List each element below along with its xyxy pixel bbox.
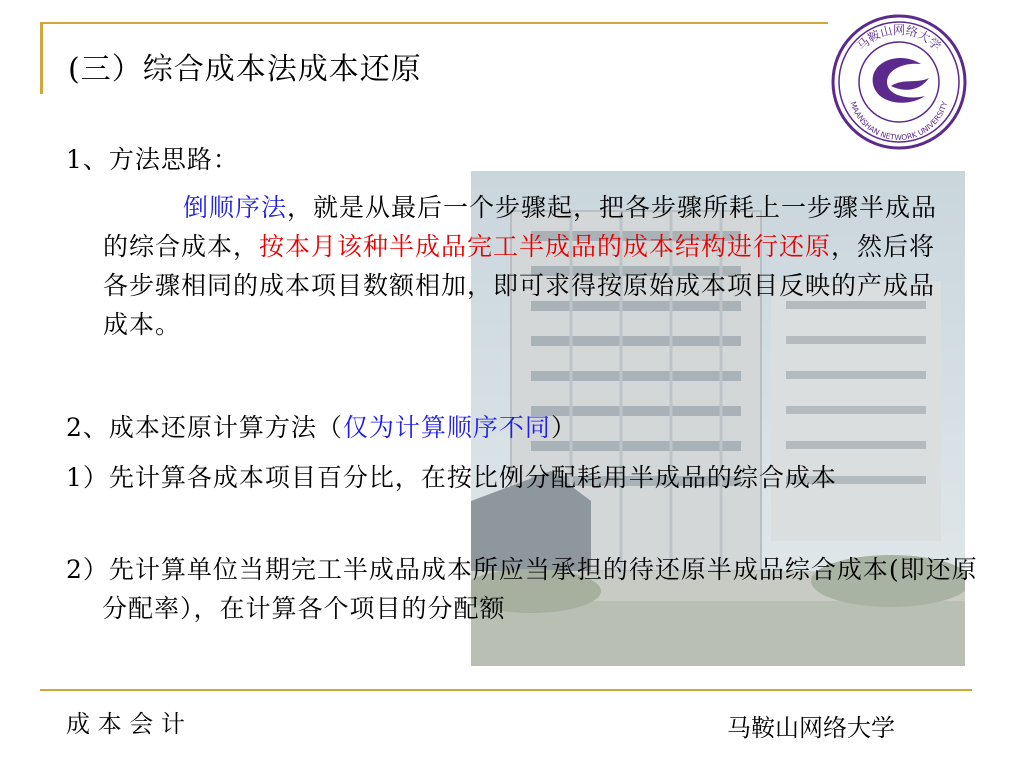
footer-university-name: 马鞍山网络大学	[727, 714, 895, 742]
logo-chinese-text: 马鞍山网络大学	[854, 23, 944, 54]
footer-top-rule	[40, 689, 972, 691]
method-paragraph	[103, 188, 958, 344]
method-text-b: ，然后将各步骤相同的成本项目数额相加，即可求得按原始成本项目反映的产成品成本。	[103, 232, 936, 339]
title-top-rule	[40, 22, 828, 24]
method-term: 倒顺序法	[183, 193, 288, 222]
calc-item-2: 2）先计算单位当期完工半成品成本所应当承担的待还原半成品综合成本(即还原分配率），在计算各个项目的分配额	[66, 555, 978, 623]
method-highlight: 按本月该种半成品完工半成品的成本结构进行还原	[259, 232, 832, 261]
method-text-a: ，就是从最后一个步骤起，把各步骤所耗上一步骤半成品的综合成本，	[103, 193, 938, 261]
method-heading: 1、方法思路：	[66, 145, 239, 174]
calc-heading-suffix: ）	[550, 413, 577, 442]
calc-heading-note: 仅为计算顺序不同	[342, 413, 551, 442]
university-seal-icon	[829, 12, 969, 152]
slide-title: (三）综合成本法成本还原	[68, 52, 422, 87]
footer-course-name: 成 本 会 计	[66, 710, 185, 738]
title-left-rule	[40, 22, 43, 94]
logo-latin-text: MAANSHAN NETWORK UNIVERSITY	[848, 100, 950, 143]
calc-item-1: 1）先计算各成本项目百分比，在按比例分配耗用半成品的综合成本	[66, 463, 837, 492]
calc-heading-prefix: 2、成本还原计算方法（	[66, 413, 343, 442]
calc-method-heading	[66, 408, 577, 447]
